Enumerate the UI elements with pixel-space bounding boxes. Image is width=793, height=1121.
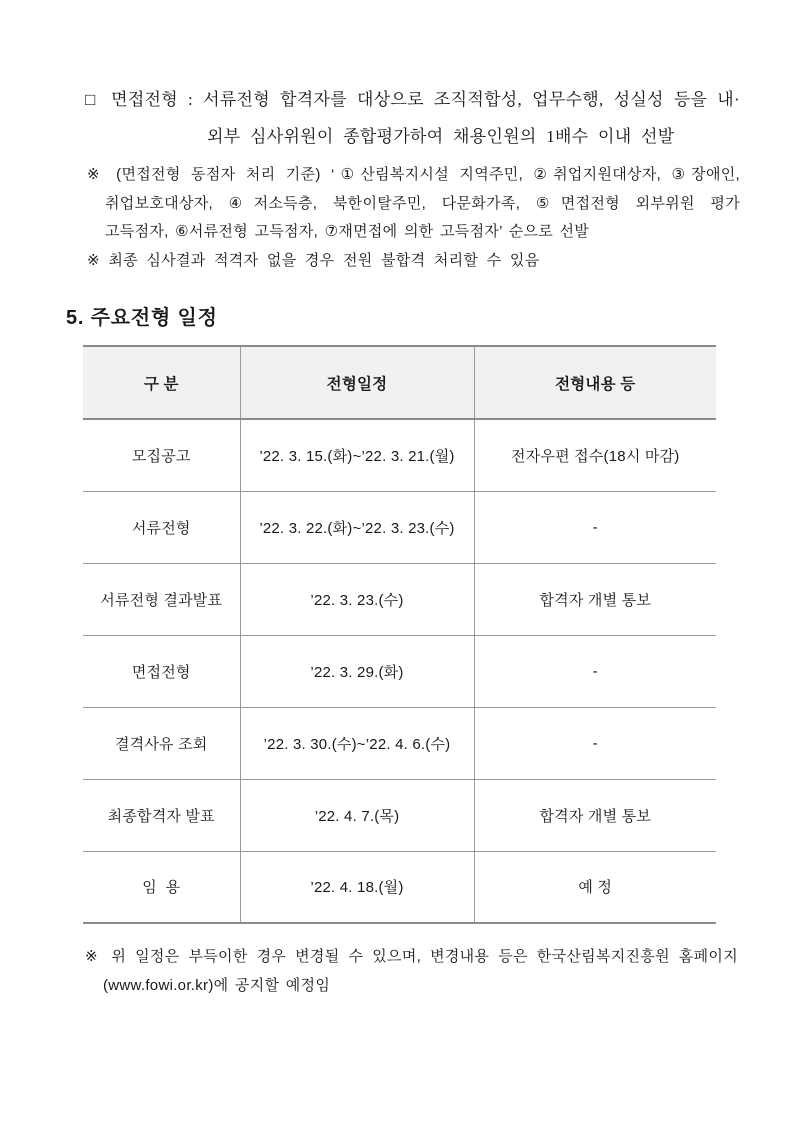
interview-screening-paragraph-line1: □ 면접전형 : 서류전형 합격자를 대상으로 조직적합성, 업무수행, 성실성 등을 내· [85,90,740,109]
schedule-table [83,345,716,924]
cell-dates: ’22. 3. 30.(수)~’22. 4. 6.(수) [240,707,474,779]
tiebreaker-note-line3: 고득점자, ⑥서류전형 고득점자, ⑦재면접에 의한 고득점자’ 순으로 선발 [105,223,590,240]
header-cell-dates: 전형일정 [240,346,474,419]
table-row [83,779,716,851]
table-row [83,491,716,563]
schedule-change-note-line1: ※ 위 일정은 부득이한 경우 변경될 수 있으며, 변경내용 등은 한국산림복지진흥원 홈페이지 [85,948,738,965]
header-cell-details: 전형내용 등 [474,346,716,419]
cell-category: 임 용 [83,851,240,923]
cell-dates: ’22. 3. 23.(수) [240,563,474,635]
final-review-note: ※ 최종 심사결과 적격자 없을 경우 전원 불합격 처리할 수 있음 [87,252,540,269]
cell-dates: ’22. 3. 29.(화) [240,635,474,707]
cell-dates: ’22. 4. 18.(월) [240,851,474,923]
table-row [83,635,716,707]
cell-details: 예 정 [474,851,716,923]
cell-category: 최종합격자 발표 [83,779,240,851]
table-row [83,419,716,491]
section-title-schedule: 5. 주요전형 일정 [66,307,218,329]
schedule-change-note-line2: (www.fowi.or.kr)에 공지할 예정임 [103,977,331,994]
cell-details: - [474,491,716,563]
cell-category: 서류전형 결과발표 [83,563,240,635]
table-header-row [83,346,716,419]
cell-dates: ’22. 3. 15.(화)~’22. 3. 21.(월) [240,419,474,491]
cell-details: 합격자 개별 통보 [474,779,716,851]
tiebreaker-note-line2: 취업보호대상자, ④저소득층, 북한이탈주민, 다문화가족, ⑤면접전형 외부위원 평가 [105,195,740,212]
cell-details: 합격자 개별 통보 [474,563,716,635]
cell-details: - [474,707,716,779]
table-row [83,707,716,779]
cell-details: - [474,635,716,707]
interview-screening-paragraph-line2: 외부 심사위원이 종합평가하여 채용인원의 1배수 이내 선발 [207,127,675,146]
tiebreaker-note-line1: ※ (면접전형 동점자 처리 기준) ‘①산림복지시설 지역주민, ②취업지원대상자, ③장애인, [87,166,740,183]
cell-dates: ’22. 4. 7.(목) [240,779,474,851]
cell-category: 면접전형 [83,635,240,707]
cell-category: 서류전형 [83,491,240,563]
cell-dates: ’22. 3. 22.(화)~’22. 3. 23.(수) [240,491,474,563]
cell-category: 모집공고 [131,447,191,465]
header-cell-category: 구 분 [83,346,240,419]
cell-details: 전자우편 접수(18시 마감) [474,419,716,491]
cell-category: 결격사유 조회 [83,707,240,779]
table-row [83,851,716,923]
table-row [83,563,716,635]
